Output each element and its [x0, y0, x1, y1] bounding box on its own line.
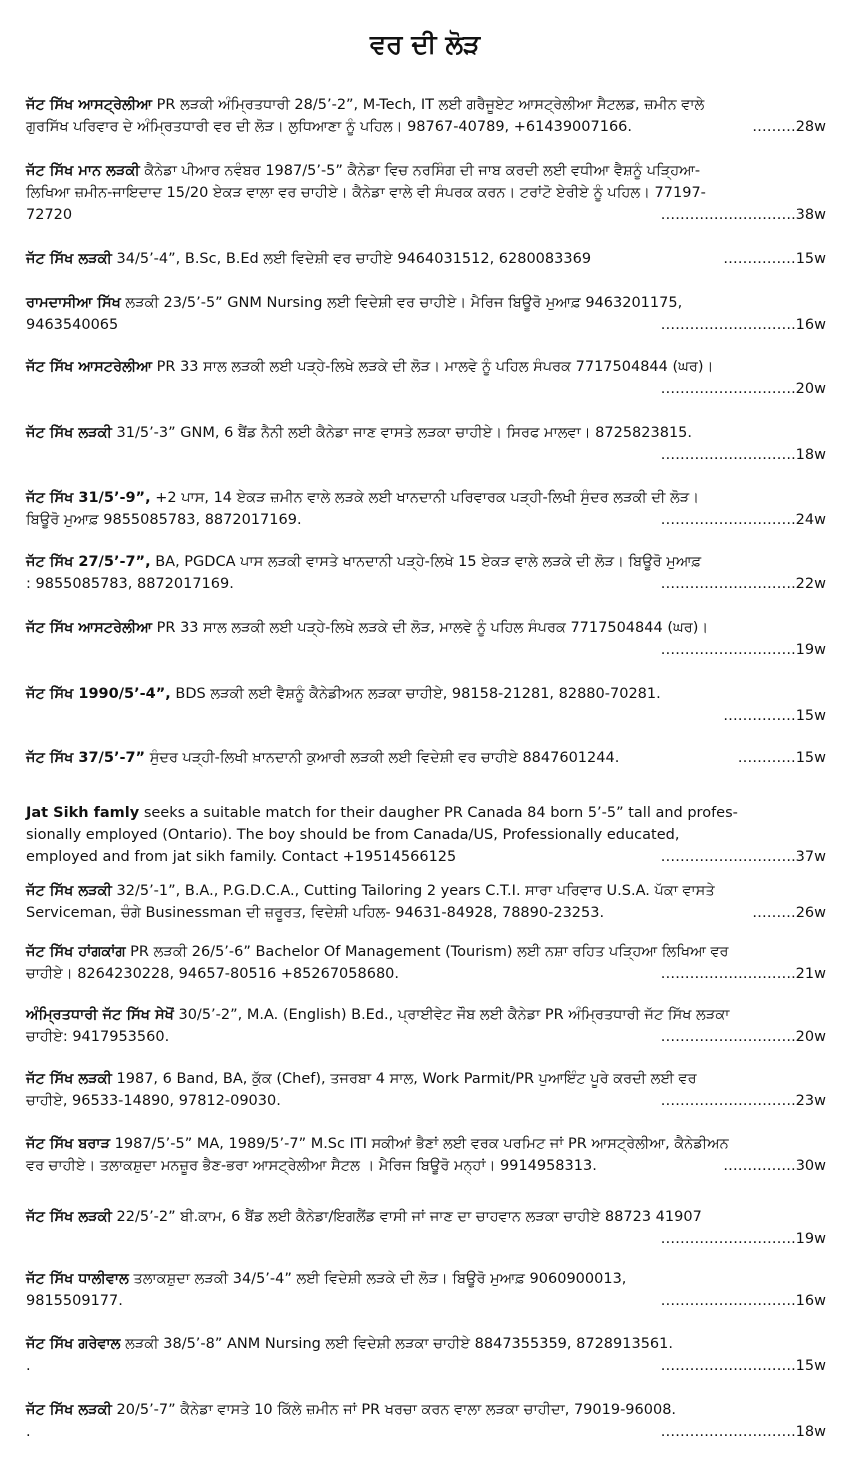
- page-title: ਵਰ ਦੀ ਲੋੜ: [369, 30, 481, 60]
- ad-line-text: [26, 116, 632, 138]
- ad-lead: ਜੱਟ ਸਿੱਖ 37/5’-7”: [26, 750, 146, 766]
- ad-line-text: [26, 620, 708, 636]
- classified-ad: [26, 617, 826, 661]
- ad-lead: ਜੱਟ ਸਿੱਖ ਬਰਾੜ: [26, 1136, 111, 1152]
- ad-lead: ਜੱਟ ਸਿੱਖ ਧਾਲੀਵਾਲ: [26, 1271, 129, 1287]
- ad-code: ……………………….19w: [660, 642, 826, 658]
- ad-line-text: [26, 747, 619, 769]
- ad-line-text: [26, 805, 738, 821]
- ad-line-text: [26, 686, 661, 702]
- ad-line: [26, 573, 826, 595]
- ad-text: BA, PGDCA ਪਾਸ ਲੜਕੀ ਵਾਸਤੇ ਖਾਨਦਾਨੀ ਪੜ੍ਹੇ-ਲਿਖੇ 15 ਏਕੜ ਵਾਲੇ ਲੜਕੇ ਦੀ ਲੋੜ। ਬਿਊਰੋ ਮੁਆਫ਼: [155, 554, 702, 570]
- ad-line-text: [26, 944, 729, 960]
- ad-text: BDS ਲੜਕੀ ਲਈ ਵੈਸ਼ਨੂੰ ਕੈਨੇਡੀਅਨ ਲੜਕਾ ਚਾਹੀਏ, 98158-21281, 82880-70281.: [175, 686, 661, 702]
- ad-code: ……………………….21w: [660, 966, 826, 982]
- classified-ad: [26, 802, 826, 868]
- ad-lead: ਜੱਟ ਸਿੱਖ 27/5’-7”,: [26, 554, 151, 570]
- ad-lead: ਜੱਟ ਸਿੱਖ ਹਾਂਗਕਾਂਗ: [26, 944, 126, 960]
- ad-line-text: [26, 248, 591, 270]
- ad-text: Serviceman, ਚੰਗੇ Businessman ਦੀ ਜ਼ਰੂਰਤ, ਵਿਦੇਸ਼ੀ ਪਹਿਲ- 94631-84928, 78890-23253.: [26, 905, 605, 921]
- ad-text: ਚਾਹੀਏ, 96533-14890, 97812-09030.: [26, 1093, 281, 1109]
- ad-text: ਗੁਰਸਿੱਖ ਪਰਿਵਾਰ ਦੇ ਅੰਮ੍ਰਿਤਧਾਰੀ ਵਰ ਦੀ ਲੋੜ। ਲੁਧਿਆਣਾ ਨੂੰ ਪਹਿਲ। 98767-40789, +61439007166.: [26, 119, 633, 135]
- ad-line: [26, 1206, 826, 1228]
- ad-line: [26, 1155, 826, 1177]
- ad-line-text: [26, 846, 456, 868]
- ad-code: ……………15w: [723, 251, 826, 267]
- ad-code: ……………………….16w: [660, 317, 826, 333]
- ad-lead: ਰਾਮਦਾਸੀਆ ਸਿੱਖ: [26, 295, 121, 311]
- ad-lead: ਜੱਟ ਸਿੱਖ ਲੜਕੀ: [26, 251, 112, 267]
- ad-line: [26, 1399, 826, 1421]
- ad-line-text: [26, 425, 692, 441]
- ad-code: …………15w: [737, 750, 826, 766]
- ad-line-text: [26, 1421, 31, 1443]
- ad-code: ……………………….20w: [660, 381, 826, 397]
- ad-line: [26, 487, 826, 509]
- ad-line: [26, 509, 826, 531]
- ad-line: [26, 802, 826, 824]
- ad-code-line: [26, 444, 826, 466]
- ad-line: [26, 422, 826, 444]
- ad-code: ……………………….16w: [660, 1293, 826, 1309]
- ad-line: [26, 1421, 826, 1443]
- ad-line-text: [26, 1071, 697, 1087]
- ad-line-text: [26, 1336, 673, 1352]
- ad-line: [26, 1290, 826, 1312]
- ad-line-text: [26, 554, 701, 570]
- ad-code: ……………………….38w: [660, 207, 826, 223]
- ad-lead: Jat Sikh famly: [26, 805, 140, 821]
- classified-ad: [26, 747, 826, 769]
- ad-code-line: [26, 639, 826, 661]
- ad-line-text: [26, 902, 604, 924]
- ad-text: 30/5’-2”, M.A. (English) B.Ed., ਪ੍ਰਾਈਵੇਟ ਜੌਬ ਲਈ ਕੈਨੇਡਾ PR ਅੰਮ੍ਰਿਤਧਾਰੀ ਜੱਟ ਸਿੱਖ ਲੜਕਾ: [178, 1007, 730, 1023]
- ad-line-text: [26, 490, 699, 506]
- ad-text: PR 33 ਸਾਲ ਲੜਕੀ ਲਈ ਪੜ੍ਹੇ-ਲਿਖੇ ਲੜਕੇ ਦੀ ਲੋੜ। ਮਾਲਵੇ ਨੂੰ ਪਹਿਲ ਸੰਪਰਕ 7717504844 (ਘਰ)।: [156, 359, 714, 375]
- ad-line-text: [26, 204, 72, 226]
- ad-lead: ਅੰਮ੍ਰਿਤਧਾਰੀ ਜੱਟ ਸਿੱਖ ਸੇਖੋਂ: [26, 1007, 174, 1023]
- ad-lead: ਜੱਟ ਸਿੱਖ ਆਸਟਰੇਲੀਆ: [26, 620, 153, 636]
- ad-code: ………26w: [752, 905, 826, 921]
- ad-text: 32/5’-1”, B.A., P.G.D.C.A., Cutting Tailoring 2 years C.T.I. ਸਾਰਾ ਪਰਿਵਾਰ U.S.A. ਪੱਕਾ ਵਾਸਤੇ: [116, 883, 715, 899]
- ad-text: 72720: [26, 207, 73, 223]
- classified-ad: [26, 1004, 826, 1048]
- ad-text: 20/5’-7” ਕੈਨੇਡਾ ਵਾਸਤੇ 10 ਕਿੱਲੇ ਜ਼ਮੀਨ ਜਾਂ PR ਖਰਚਾ ਕਰਨ ਵਾਲਾ ਲੜਕਾ ਚਾਹੀਦਾ, 79019-96008.: [116, 1402, 677, 1418]
- ad-code: ……………………….22w: [660, 576, 826, 592]
- ad-line-text: [26, 1290, 123, 1312]
- ad-code: ……………………….18w: [660, 1424, 826, 1440]
- ad-line: [26, 551, 826, 573]
- ad-text: employed and from jat sikh family. Contact +19514566125: [26, 849, 457, 865]
- ad-code: ……………………….20w: [660, 1029, 826, 1045]
- ad-line: [26, 314, 826, 336]
- ad-text: 9815509177.: [26, 1293, 123, 1309]
- ad-line: [26, 160, 826, 182]
- ad-line-text: [26, 185, 706, 201]
- ad-line: [26, 1026, 826, 1048]
- classified-ad: [26, 551, 826, 595]
- ad-text: .: [26, 1358, 31, 1374]
- ad-lead: ਜੱਟ ਸਿੱਖ ਲੜਕੀ: [26, 1209, 112, 1225]
- ad-line: [26, 1355, 826, 1377]
- ad-text: 9463540065: [26, 317, 119, 333]
- ad-line: [26, 94, 826, 116]
- ad-code: ……………………….24w: [660, 512, 826, 528]
- ad-line: [26, 356, 826, 378]
- ad-text: 34/5’-4”, B.Sc, B.Ed ਲਈ ਵਿਦੇਸ਼ੀ ਵਰ ਚਾਹੀਏ 9464031512, 6280083369: [116, 251, 592, 267]
- ad-text: .: [26, 1424, 31, 1440]
- classified-ad: [26, 94, 826, 138]
- ad-line-text: [26, 1090, 281, 1112]
- ad-lead: ਜੱਟ ਸਿੱਖ ਲੜਕੀ: [26, 883, 112, 899]
- ad-line-text: [26, 883, 715, 899]
- ad-line: [26, 1333, 826, 1355]
- ad-line: [26, 204, 826, 226]
- ad-line-text: [26, 1007, 729, 1023]
- ad-line-text: [26, 509, 302, 531]
- ad-text: ਸੁੰਦਰ ਪੜ੍ਹੀ-ਲਿਖੀ ਖ਼ਾਨਦਾਨੀ ਕੁਆਰੀ ਲੜਕੀ ਲਈ ਵਿਦੇਸ਼ੀ ਵਰ ਚਾਹੀਏ 8847601244.: [149, 750, 620, 766]
- ad-line-text: [26, 1271, 626, 1287]
- ad-text: ਲੜਕੀ 38/5’-8” ANM Nursing ਲਈ ਵਿਦੇਸ਼ੀ ਲੜਕਾ ਚਾਹੀਏ 8847355359, 8728913561.: [125, 1336, 673, 1352]
- ad-text: PR ਲੜਕੀ 26/5’-6” Bachelor Of Management (Tourism) ਲਈ ਨਸ਼ਾ ਰਹਿਤ ਪੜ੍ਹਿਆ ਲਿਖਿਆ ਵਰ: [130, 944, 729, 960]
- ad-line: [26, 1068, 826, 1090]
- ad-lead: ਜੱਟ ਸਿੱਖ ਲੜਕੀ: [26, 1071, 112, 1087]
- ad-line-text: [26, 295, 682, 311]
- ad-line-text: [26, 1402, 676, 1418]
- ad-line: [26, 880, 826, 902]
- ad-line: [26, 747, 826, 769]
- ad-code: ………28w: [752, 119, 826, 135]
- ad-text: +2 ਪਾਸ, 14 ਏਕੜ ਜ਼ਮੀਨ ਵਾਲੇ ਲੜਕੇ ਲਈ ਖਾਨਦਾਨੀ ਪਰਿਵਾਰਕ ਪੜ੍ਹੀ-ਲਿਖੀ ਸੁੰਦਰ ਲੜਕੀ ਦੀ ਲੋੜ।: [155, 490, 700, 506]
- ad-text: ਕੈਨੇਡਾ ਪੀਆਰ ਨਵੰਬਰ 1987/5’-5” ਕੈਨੇਡਾ ਵਿਚ ਨਰਸਿੰਗ ਦੀ ਜਾਬ ਕਰਦੀ ਲਈ ਵਧੀਆ ਵੈਸ਼ਨੂੰ ਪੜ੍ਹਿਆ-: [144, 163, 701, 179]
- ad-line-text: [26, 314, 118, 336]
- ad-text: 31/5’-3” GNM, 6 ਬੈਂਡ ਨੈਨੀ ਲਈ ਕੈਨੇਡਾ ਜਾਣ ਵਾਸਤੇ ਲੜਕਾ ਚਾਹੀਏ। ਸਿਰਫ ਮਾਲਵਾ। 8725823815.: [116, 425, 693, 441]
- ad-text: : 9855085783, 8872017169.: [26, 576, 234, 592]
- ad-line: [26, 683, 826, 705]
- ad-line-text: [26, 1209, 702, 1225]
- ad-line-text: [26, 1136, 729, 1152]
- ad-line: [26, 902, 826, 924]
- ad-text: ਲਿਖਿਆ ਜ਼ਮੀਨ-ਜਾਇਦਾਦ 15/20 ਏਕੜ ਵਾਲਾ ਵਰ ਚਾਹੀਏ। ਕੈਨੇਡਾ ਵਾਲੇ ਵੀ ਸੰਪਰਕ ਕਰਨ। ਟਰਾਂਟੋ ਏਰੀਏ ਨੂੰ ਪਹਿਲ। 77197-: [26, 185, 706, 201]
- ad-line: [26, 846, 826, 868]
- ad-text: ਬਿਊਰੋ ਮੁਆਫ਼ 9855085783, 8872017169.: [26, 512, 302, 528]
- ad-code: ……………………….18w: [660, 447, 826, 463]
- ad-lead: ਜੱਟ ਸਿੱਖ 31/5’-9”,: [26, 490, 151, 506]
- classified-ad: [26, 422, 826, 466]
- ad-line: [26, 292, 826, 314]
- ad-line: [26, 963, 826, 985]
- ad-line-text: [26, 1026, 169, 1048]
- ad-code: ……………15w: [723, 708, 826, 724]
- ad-text: ਲੜਕੀ 23/5’-5” GNM Nursing ਲਈ ਵਿਦੇਸ਼ੀ ਵਰ ਚਾਹੀਏ। ਮੈਰਿਜ ਬਿਊਰੋ ਮੁਆਫ਼ 9463201175,: [125, 295, 683, 311]
- ad-lead: ਜੱਟ ਸਿੱਖ 1990/5’-4”,: [26, 686, 171, 702]
- ad-code-line: [26, 705, 826, 727]
- ad-text: ਚਾਹੀਏ: 9417953560.: [26, 1029, 170, 1045]
- ad-code: ……………………….23w: [660, 1093, 826, 1109]
- ad-line: [26, 116, 826, 138]
- ad-line-text: [26, 97, 704, 113]
- ad-text: sionally employed (Ontario). The boy should be from Canada/US, Professionally educated,: [26, 827, 680, 843]
- ad-line-text: [26, 1155, 597, 1177]
- classified-ad: [26, 160, 826, 226]
- classified-ad: [26, 1068, 826, 1112]
- ad-line-text: [26, 963, 399, 985]
- ad-text: 1987/5’-5” MA, 1989/5’-7” M.Sc ITI ਸਕੀਆਂ ਭੈਣਾਂ ਲਈ ਵਰਕ ਪਰਮਿਟ ਜਾਂ PR ਆਸਟ੍ਰੇਲੀਆ, ਕੈਨੇਡੀਅਨ: [114, 1136, 729, 1152]
- ad-text: PR 33 ਸਾਲ ਲੜਕੀ ਲਈ ਪੜ੍ਹੇ-ਲਿਖੇ ਲੜਕੇ ਦੀ ਲੋੜ, ਮਾਲਵੇ ਨੂੰ ਪਹਿਲ ਸੰਪਰਕ 7717504844 (ਘਰ)।: [156, 620, 709, 636]
- ad-line: [26, 1090, 826, 1112]
- ad-line-text: [26, 827, 679, 843]
- classified-ad: [26, 292, 826, 336]
- ad-code: ……………………….15w: [660, 1358, 826, 1374]
- classified-ad: [26, 356, 826, 400]
- ad-code-line: [26, 1228, 826, 1250]
- ad-line-text: [26, 1355, 31, 1377]
- ad-lead: ਜੱਟ ਸਿੱਖ ਗਰੇਵਾਲ: [26, 1336, 121, 1352]
- ad-lead: ਜੱਟ ਸਿੱਖ ਆਸਟ੍ਰੇਲੀਆ: [26, 97, 153, 113]
- classified-ad: [26, 880, 826, 924]
- classified-ad: [26, 248, 826, 270]
- ad-text: seeks a suitable match for their daugher PR Canada 84 born 5’-5” tall and profes-: [143, 805, 738, 821]
- ad-text: 1987, 6 Band, BA, ਕੁੱਕ (Chef), ਤਜਰਬਾ 4 ਸਾਲ, Work Parmit/PR ਪੁਆਇੰਟ ਪੂਰੇ ਕਰਦੀ ਲਈ ਵਰ: [116, 1071, 697, 1087]
- ad-line: [26, 182, 826, 204]
- ad-lead: ਜੱਟ ਸਿੱਖ ਮਾਨ ਲੜਕੀ: [26, 163, 140, 179]
- classified-ad: [26, 1268, 826, 1312]
- ad-lead: ਜੱਟ ਸਿੱਖ ਲੜਕੀ: [26, 1402, 112, 1418]
- ad-lead: ਜੱਟ ਸਿੱਖ ਲੜਕੀ: [26, 425, 112, 441]
- ad-line: [26, 1133, 826, 1155]
- ad-line: [26, 617, 826, 639]
- ad-line: [26, 941, 826, 963]
- classified-ad: [26, 487, 826, 531]
- ad-line-text: [26, 163, 700, 179]
- ad-line: [26, 248, 826, 270]
- classified-ad: [26, 1206, 826, 1250]
- ad-code: ……………………….37w: [660, 849, 826, 865]
- ad-code: ……………………….19w: [660, 1231, 826, 1247]
- classified-ad: [26, 1399, 826, 1443]
- ad-text: 22/5’-2” ਬੀ.ਕਾਮ, 6 ਬੈਂਡ ਲਈ ਕੈਨੇਡਾ/ਇਗਲੈਂਡ ਵਾਸੀ ਜਾਂ ਜਾਣ ਦਾ ਚਾਹਵਾਨ ਲੜਕਾ ਚਾਹੀਏ 88723 41907: [116, 1209, 702, 1225]
- classified-ad: [26, 1333, 826, 1377]
- ad-text: PR ਲੜਕੀ ਅੰਮ੍ਰਿਤਧਾਰੀ 28/5’-2”, M-Tech, IT ਲਈ ਗਰੈਜੂਏਟ ਆਸਟ੍ਰੇਲੀਆ ਸੈਟਲਡ, ਜ਼ਮੀਨ ਵਾਲੇ: [156, 97, 705, 113]
- ad-line-text: [26, 573, 234, 595]
- classified-ad: [26, 941, 826, 985]
- ad-line: [26, 1268, 826, 1290]
- ad-code: ……………30w: [723, 1158, 826, 1174]
- ad-text: ਚਾਹੀਏ। 8264230228, 94657-80516 +85267058680.: [26, 966, 400, 982]
- ad-text: ਤਲਾਕਸ਼ੁਦਾ ਲੜਕੀ 34/5’-4” ਲਈ ਵਿਦੇਸ਼ੀ ਲੜਕੇ ਦੀ ਲੋੜ। ਬਿਊਰੋ ਮੁਆਫ਼ 9060900013,: [133, 1271, 627, 1287]
- ad-line-text: [26, 359, 713, 375]
- ad-text: ਵਰ ਚਾਹੀਏ। ਤਲਾਕਸ਼ੁਦਾ ਮਨਜ਼ੂਰ ਭੈਣ-ਭਰਾ ਆਸਟ੍ਰੇਲੀਆ ਸੈਟਲ । ਮੈਰਿਜ ਬਿਊਰੋ ਮਨ੍ਹਾਂ। 9914958313.: [26, 1158, 597, 1174]
- ad-line: [26, 824, 826, 846]
- ad-line: [26, 1004, 826, 1026]
- ad-lead: ਜੱਟ ਸਿੱਖ ਆਸਟਰੇਲੀਆ: [26, 359, 153, 375]
- ad-code-line: [26, 378, 826, 400]
- classified-ad: [26, 683, 826, 727]
- classified-ad: [26, 1133, 826, 1177]
